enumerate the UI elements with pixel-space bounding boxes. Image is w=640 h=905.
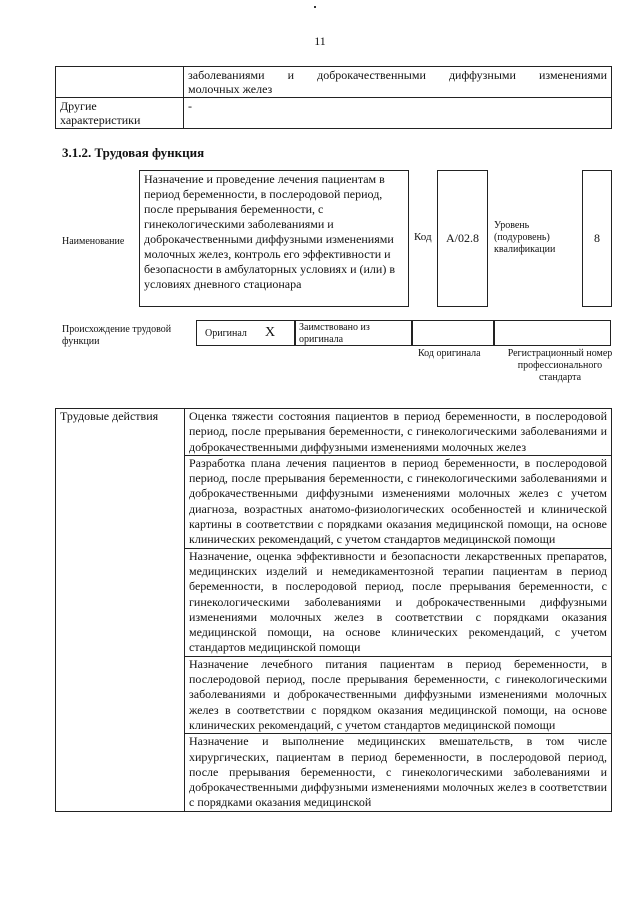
text-line: молочных желез	[188, 82, 273, 96]
labor-action-item: Назначение и выполнение медицинских вмешательств, в том числе хирургических, пациентам в период беременности, в послеродовой период, после прерывания беременности, с гинекологическими заболеваниями и доброкачественными диффузными изменениями молочных желез в соответствии с порядками оказания медицинской	[185, 734, 612, 811]
level-value-box	[582, 170, 612, 307]
level-value: 8	[594, 231, 600, 245]
disease-cell	[184, 67, 612, 98]
original-mark: X	[265, 325, 276, 340]
page-number: 11	[314, 34, 326, 48]
divider	[294, 320, 296, 346]
origin-label: Происхождение трудовой функции	[62, 324, 172, 347]
labor-action-item: Назначение лечебного питания пациентам в период беременности, в послеродовой период, после прерывания беременности, с гинекологическими заболеваниями и доброкачественными диффузными изменениями молочных желез в соответствии с порядком оказания медицинской помощи, на основе клинических рекомендаций, с учетом стандартов медицинской помощи	[185, 656, 612, 733]
original-label: Оригинал	[205, 328, 247, 339]
empty-cell	[56, 67, 184, 98]
borrowed-label: Заимствовано из оригинала	[299, 322, 370, 345]
level-label: Уровень (подуровень) квалификации	[494, 220, 556, 255]
scan-dot	[314, 6, 316, 8]
reg-number-caption: Регистрационный номер профессионального стандарта	[507, 348, 613, 383]
divider	[493, 320, 495, 346]
table-row	[56, 67, 612, 98]
other-characteristics-label: Другие характеристики	[56, 98, 184, 129]
top-table	[55, 66, 612, 129]
other-characteristics-value: -	[184, 98, 612, 129]
code-value-box	[437, 170, 488, 307]
text-line: заболеваниями и доброкачественными диффузными изменениями	[188, 68, 607, 82]
name-label: Наименование	[62, 236, 125, 247]
labor-actions-label: Трудовые действия	[56, 409, 185, 812]
code-value: A/02.8	[446, 231, 479, 245]
divider	[411, 320, 413, 346]
code-label: Код	[414, 231, 432, 243]
function-name-box: Назначение и проведение лечения пациентам в период беременности, в послеродовой период, после прерывания беременности, с гинекологическими заболеваниями и доброкачественными диффузными изменениями молочных желез, контроль его эффективности и безопасности в амбулаторных условиях и (или) в условиях дневного стационара	[139, 170, 409, 307]
labor-action-item: Оценка тяжести состояния пациентов в период беременности, в послеродовой период, после прерывания беременности, с гинекологическими заболеваниями и доброкачественными диффузными изменениями молочных желез	[185, 409, 612, 456]
table-row	[56, 409, 612, 456]
labor-action-item: Назначение, оценка эффективности и безопасности лекарственных препаратов, медицинских изделий и немедикаментозной терапии пациентам в период беременности, в послеродовой период, после прерывания беременности, с гинекологическими заболеваниями и доброкачественными диффузными изменениями молочных желез в соответствии с порядками оказания медицинской помощи, на основе клинических рекомендаций, с учетом стандартов медицинской помощи	[185, 548, 612, 656]
labor-action-item: Разработка плана лечения пациентов в период беременности, в послеродовой период, после прерывания беременности, с гинекологическими заболеваниями и доброкачественными диффузными изменениями молочных желез с учетом диагноза, возрастных анатомо-физиологических особенностей и клинической картины в соответствии с порядками оказания медицинской помощи, на основе клинических рекомендаций, с учетом стандартов медицинской помощи	[185, 455, 612, 548]
origin-row	[196, 320, 611, 346]
table-row	[56, 98, 612, 129]
code-original-caption: Код оригинала	[418, 348, 481, 359]
labor-actions-table	[55, 408, 612, 812]
section-title: 3.1.2. Трудовая функция	[62, 145, 205, 160]
